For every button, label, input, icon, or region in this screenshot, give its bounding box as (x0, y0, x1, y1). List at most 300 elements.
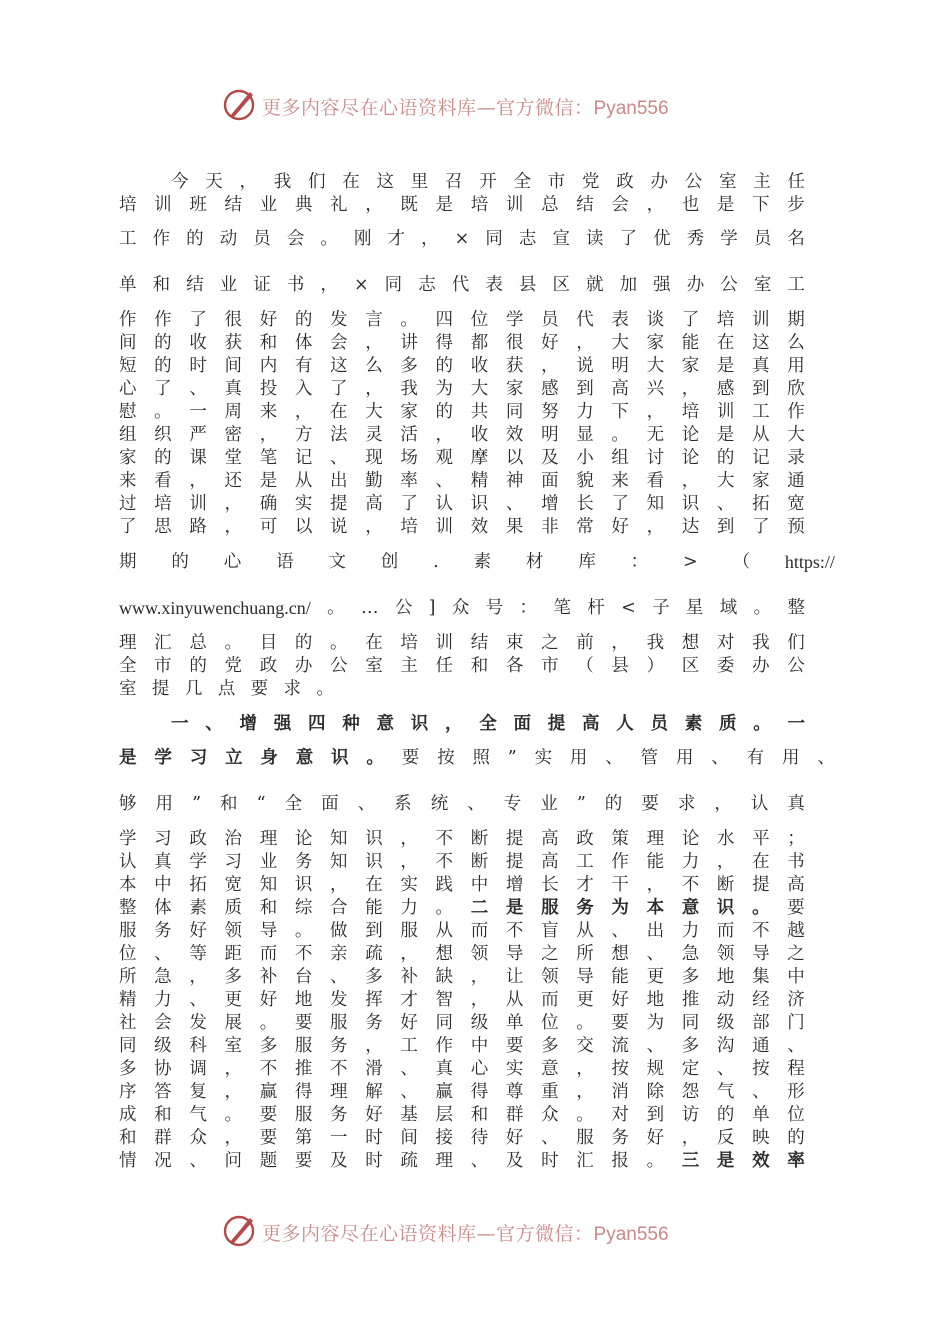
text-char: 、 (189, 1151, 207, 1171)
text-char: 、 (467, 794, 485, 814)
text-char: 总 (189, 633, 207, 653)
text-char: 地 (646, 990, 665, 1010)
text-char: 在 (752, 852, 770, 872)
text-char: 谈 (646, 310, 665, 330)
text-char: ， (646, 402, 665, 422)
text-char: 同 (681, 1013, 700, 1033)
text-char: 过 (119, 494, 137, 514)
text-char: 而 (259, 944, 278, 964)
text-char: 好 (189, 921, 207, 941)
text-char: 高 (365, 494, 383, 514)
text-char: 好 (646, 1128, 665, 1148)
text-char: 的 (189, 656, 207, 676)
text-char: 家 (119, 448, 137, 468)
text-char: 作 (152, 229, 171, 249)
text-line (119, 227, 805, 251)
text-char: 业 (259, 195, 278, 215)
text-char: 结 (576, 195, 594, 215)
text-char: 录 (787, 448, 805, 468)
text-char: 讨 (646, 448, 665, 468)
text-char: 作 (787, 402, 805, 422)
text-char: 加 (619, 275, 638, 295)
text-char: 平 (752, 829, 770, 849)
text-char: 消 (611, 1082, 629, 1102)
text-char: 非 (541, 517, 559, 537)
text-line (119, 550, 835, 574)
text-char: 到 (365, 921, 383, 941)
text-char: 表 (611, 310, 629, 330)
text-char: 。 (154, 402, 172, 422)
text-line (119, 654, 805, 678)
text-char: 。 (646, 1151, 665, 1171)
text-char: 专 (503, 794, 522, 814)
text-line (119, 850, 805, 874)
text-char: 到 (646, 1105, 665, 1125)
text-char: 、 (605, 748, 623, 768)
text-char: 全 (284, 794, 303, 814)
text-char: 而 (541, 990, 559, 1010)
text-char: 践 (435, 875, 454, 895)
text-char: 效 (752, 1151, 770, 1171)
text-char: ， (224, 494, 243, 514)
text-char: 题 (259, 1151, 278, 1171)
text-char: 知 (330, 852, 348, 872)
text-char: 、 (154, 944, 172, 964)
text-char: 密 (224, 425, 243, 445)
text-char: 而 (470, 921, 489, 941)
text-char: 材 (525, 552, 544, 572)
text-char: 强 (653, 275, 671, 295)
text-char: 的 (186, 229, 204, 249)
text-char: 组 (119, 425, 137, 445)
text-char: 代 (451, 275, 470, 295)
text-char: 。 (400, 310, 418, 330)
text-char: 不 (505, 921, 524, 941)
text-char: 才 (400, 990, 418, 1010)
text-char: 更 (646, 967, 665, 987)
text-line (119, 919, 805, 943)
text-char: 高 (541, 829, 559, 849)
text-line (119, 515, 805, 539)
text-char: 要 (294, 1013, 313, 1033)
text-char: 来 (119, 471, 137, 491)
text-char: 论 (681, 829, 700, 849)
text-char: 库 (578, 552, 596, 572)
text-char: 汇 (576, 1151, 594, 1171)
text-char: … (360, 598, 379, 618)
text-char: 好 (400, 1013, 418, 1033)
text-char: 多 (224, 967, 243, 987)
text-char: 了 (611, 494, 629, 514)
text-char: 。 (576, 1013, 594, 1033)
text-run: www.xinyuwenchuang.cn/ (119, 598, 311, 618)
text-char: 堂 (224, 448, 243, 468)
text-char: 区 (552, 275, 570, 295)
text-char: 不 (294, 944, 313, 964)
text-line (119, 1080, 805, 1104)
text-char: 能 (681, 333, 700, 353)
text-char: 礼 (330, 195, 348, 215)
text-char: 今 (171, 172, 189, 192)
text-char: ， (646, 875, 665, 895)
text-char: 用 (155, 794, 174, 814)
text-char: ， (714, 794, 732, 814)
text-char: 效 (505, 425, 524, 445)
text-char: 到 (752, 379, 770, 399)
text-char: 我 (646, 633, 665, 653)
text-char: 高 (541, 852, 559, 872)
text-char: 补 (259, 967, 278, 987)
text-char: ， (576, 1082, 594, 1102)
text-char: ， (435, 425, 454, 445)
text-char: 要 (641, 794, 659, 814)
text-char: 内 (259, 356, 278, 376)
text-char: ， (681, 379, 700, 399)
text-char: 通 (752, 1036, 770, 1056)
text-char: 在 (330, 402, 348, 422)
text-char: 说 (330, 517, 348, 537)
text-char: 公 (787, 656, 805, 676)
text-char: ， (189, 471, 207, 491)
text-char: 从 (505, 990, 524, 1010)
text-char: 习 (154, 829, 172, 849)
text-char: 识 (410, 714, 429, 734)
text-char: 让 (505, 967, 524, 987)
text-char: 得 (435, 333, 454, 353)
text-char: 率 (787, 1151, 805, 1171)
text-char: 人 (616, 714, 634, 734)
text-char: 的 (787, 1128, 805, 1148)
text-char: 力 (576, 402, 594, 422)
text-char: 提 (151, 679, 170, 699)
text-char: 率 (400, 471, 418, 491)
text-char: 投 (259, 379, 278, 399)
text-char: 和 (470, 656, 489, 676)
text-char: 有 (294, 356, 313, 376)
text-char: 位 (787, 1105, 805, 1125)
text-char: 报 (611, 1151, 629, 1171)
text-char: 质 (719, 714, 737, 734)
text-char: 综 (294, 898, 313, 918)
text-char: 地 (716, 967, 735, 987)
text-line (119, 1057, 805, 1081)
text-char: 训 (752, 310, 770, 330)
text-char: 程 (787, 1059, 805, 1079)
text-char: 创 (380, 552, 399, 572)
text-char: 气 (189, 1105, 207, 1125)
text-char: 了 (119, 517, 137, 537)
text-char: 这 (376, 172, 394, 192)
text-char: 实 (294, 494, 313, 514)
text-char: 动 (219, 229, 238, 249)
text-char: 三 (681, 1151, 700, 1171)
text-line (119, 1034, 805, 1058)
text-char: 几 (184, 679, 203, 699)
text-char: 论 (681, 425, 700, 445)
text-char: 、 (716, 494, 735, 514)
text-char: 秀 (686, 229, 705, 249)
text-char: ； (787, 829, 805, 849)
text-char: 台 (294, 967, 313, 987)
text-char: 达 (681, 517, 700, 537)
text-char: ， (259, 425, 278, 445)
text-char: 家 (400, 402, 418, 422)
text-char: 力 (400, 898, 418, 918)
text-char: 反 (716, 1128, 735, 1148)
text-char: 展 (224, 1013, 243, 1033)
text-char: 场 (400, 448, 418, 468)
text-char: 感 (716, 379, 735, 399)
text-char: 表 (485, 275, 503, 295)
text-char: 情 (119, 1151, 137, 1171)
text-char: 期 (787, 310, 805, 330)
text-char: 心 (470, 1059, 489, 1079)
text-char: 力 (681, 921, 700, 941)
text-char: 组 (611, 448, 629, 468)
text-char: 的 (435, 402, 454, 422)
text-char: ， (400, 852, 418, 872)
text-char: 为 (435, 379, 454, 399)
text-char: 既 (400, 195, 418, 215)
text-char: 长 (541, 875, 559, 895)
text-char: 区 (681, 656, 700, 676)
text-char: 很 (224, 310, 243, 330)
text-char: 解 (365, 1082, 383, 1102)
text-char: 训 (716, 402, 735, 422)
text-char: 识 (716, 898, 735, 918)
text-char: 务 (330, 1105, 348, 1125)
text-char: 务 (365, 1013, 383, 1033)
text-char: 是 (716, 1151, 735, 1171)
text-char: ， (646, 195, 665, 215)
text-char: 市 (547, 172, 566, 192)
text-char: 面 (513, 714, 531, 734)
text-char: 共 (470, 402, 489, 422)
text-char: 以 (294, 517, 313, 537)
text-char: 。 (330, 633, 348, 653)
text-char: 室 (719, 172, 737, 192)
text-char: 服 (541, 898, 559, 918)
text-char: 从 (576, 921, 594, 941)
text-char: 。 (435, 898, 454, 918)
text-char: 我 (273, 172, 292, 192)
text-char: 系 (394, 794, 412, 814)
text-char: 高 (787, 875, 805, 895)
text-char: 增 (239, 714, 257, 734)
text-char: 政 (189, 829, 207, 849)
text-char: 立 (225, 748, 243, 768)
text-char: 况 (154, 1151, 172, 1171)
text-char: 同 (505, 402, 524, 422)
text-char: × (454, 229, 470, 249)
text-char: 志 (518, 229, 537, 249)
text-char: ， (294, 402, 313, 422)
text-line (119, 469, 805, 493)
text-line (119, 631, 805, 655)
text-char: 的 (716, 1105, 735, 1125)
text-char: 了 (154, 379, 172, 399)
text-char: 务 (611, 1128, 629, 1148)
text-char: 缺 (435, 967, 454, 987)
text-char: 服 (330, 1013, 348, 1033)
text-char: 和 (119, 1128, 137, 1148)
text-char: 班 (189, 195, 207, 215)
text-char: < (621, 598, 636, 618)
text-char: 一 (787, 714, 805, 734)
text-char: 务 (294, 852, 313, 872)
text-char: ， (611, 633, 629, 653)
text-char: 训 (435, 633, 454, 653)
text-char: 交 (576, 1036, 594, 1056)
text-char: 时 (541, 1151, 559, 1171)
text-char: 拓 (189, 875, 207, 895)
text-char: 的 (435, 356, 454, 376)
text-char: 的 (171, 552, 189, 572)
text-char: 不 (435, 829, 454, 849)
text-char: 点 (217, 679, 236, 699)
text-char: 一 (330, 1128, 348, 1148)
text-char: 结 (470, 633, 489, 653)
text-char: 束 (505, 633, 524, 653)
text-char: 认 (119, 852, 137, 872)
text-char: 服 (119, 921, 137, 941)
text-char: 作 (611, 852, 629, 872)
text-char: 怨 (681, 1082, 700, 1102)
text-char: 治 (224, 829, 243, 849)
text-char: 杆 (587, 598, 605, 618)
text-char: 识 (365, 852, 383, 872)
text-char: 志 (418, 275, 436, 295)
text-char: ， (365, 195, 383, 215)
text-char: 、 (611, 921, 629, 941)
text-char: 好 (365, 1105, 383, 1125)
text-char: 四 (308, 714, 326, 734)
text-char: 工 (787, 275, 805, 295)
text-char: 员 (753, 229, 772, 249)
text-char: 务 (330, 1036, 348, 1056)
text-char: 提 (330, 494, 348, 514)
text-char: 时 (365, 1151, 383, 1171)
text-line (119, 988, 805, 1012)
text-char: 一 (189, 402, 207, 422)
text-char: 总 (541, 195, 559, 215)
text-char: ， (239, 172, 257, 192)
footer-banner (222, 1210, 742, 1250)
header-banner (222, 84, 742, 124)
text-char: 。 (294, 921, 313, 941)
text-char: 结 (224, 195, 243, 215)
text-char: 不 (330, 1059, 348, 1079)
text-char: 短 (119, 356, 137, 376)
text-char: 种 (342, 714, 360, 734)
text-char: 理 (646, 829, 665, 849)
text-char: 。 (259, 1013, 278, 1033)
text-char: 流 (611, 1036, 629, 1056)
text-char: 记 (294, 448, 313, 468)
text-char: 灵 (365, 425, 383, 445)
text-line (119, 827, 805, 851)
text-char: 间 (119, 333, 137, 353)
text-char: 之 (541, 633, 559, 653)
text-char: 问 (224, 1151, 243, 1171)
text-char: 员 (650, 714, 668, 734)
text-char: 四 (435, 310, 454, 330)
text-char: 之 (787, 944, 805, 964)
text-char: 家 (646, 333, 665, 353)
text-char: 公 (394, 598, 413, 618)
text-char: 不 (435, 852, 454, 872)
text-char: 群 (505, 1105, 524, 1125)
text-char: 级 (470, 1013, 489, 1033)
text-line (119, 942, 805, 966)
text-char: 欣 (787, 379, 805, 399)
text-char: 以 (505, 448, 524, 468)
text-char: ， (681, 1128, 700, 1148)
text-char: 貌 (576, 471, 594, 491)
text-char: 训 (505, 195, 524, 215)
text-char: 提 (505, 852, 524, 872)
text-char: 慰 (119, 402, 137, 422)
text-char: 的 (294, 633, 313, 653)
text-char: 统 (430, 794, 449, 814)
text-char: 周 (224, 402, 243, 422)
text-char: 面 (541, 471, 559, 491)
text-char: 赢 (435, 1082, 454, 1102)
text-char: 读 (586, 229, 604, 249)
text-char: 作 (119, 310, 137, 330)
text-char: 、 (330, 448, 348, 468)
text-char: 实 (400, 875, 418, 895)
text-char: 所 (576, 944, 594, 964)
text-char: 言 (365, 310, 383, 330)
text-char: 、 (752, 1082, 770, 1102)
text-char: 策 (611, 829, 629, 849)
text-char: ， (189, 967, 207, 987)
text-char: 在 (365, 633, 383, 653)
text-char: ， (330, 875, 348, 895)
text-char: 这 (330, 356, 348, 376)
text-char: 摩 (470, 448, 489, 468)
text-char: 同 (384, 275, 403, 295)
text-char: 力 (681, 852, 700, 872)
text-char: 不 (259, 1059, 278, 1079)
text-line (119, 873, 805, 897)
text-char: 法 (330, 425, 348, 445)
text-char: 智 (435, 990, 454, 1010)
text-char: 期 (119, 552, 137, 572)
text-char: 作 (154, 310, 172, 330)
text-char: 多 (541, 1036, 559, 1056)
text-char: ， (320, 275, 338, 295)
text-char: 员 (541, 310, 559, 330)
text-char: 用 (781, 748, 800, 768)
text-char: 收 (470, 356, 489, 376)
text-char: 大 (611, 333, 629, 353)
text-char: 单 (505, 1013, 524, 1033)
text-char: 家 (505, 379, 524, 399)
text-char: 气 (716, 1082, 735, 1102)
text-char: 挥 (365, 990, 383, 1010)
text-char: 要 (611, 1013, 629, 1033)
text-char: 政 (616, 172, 634, 192)
text-line (119, 746, 835, 770)
text-char: 领 (541, 967, 559, 987)
text-char: 是 (259, 471, 278, 491)
text-char: 距 (224, 944, 243, 964)
text-char: 可 (259, 517, 278, 537)
text-char: 笔 (259, 448, 278, 468)
text-char: 勤 (365, 471, 383, 491)
